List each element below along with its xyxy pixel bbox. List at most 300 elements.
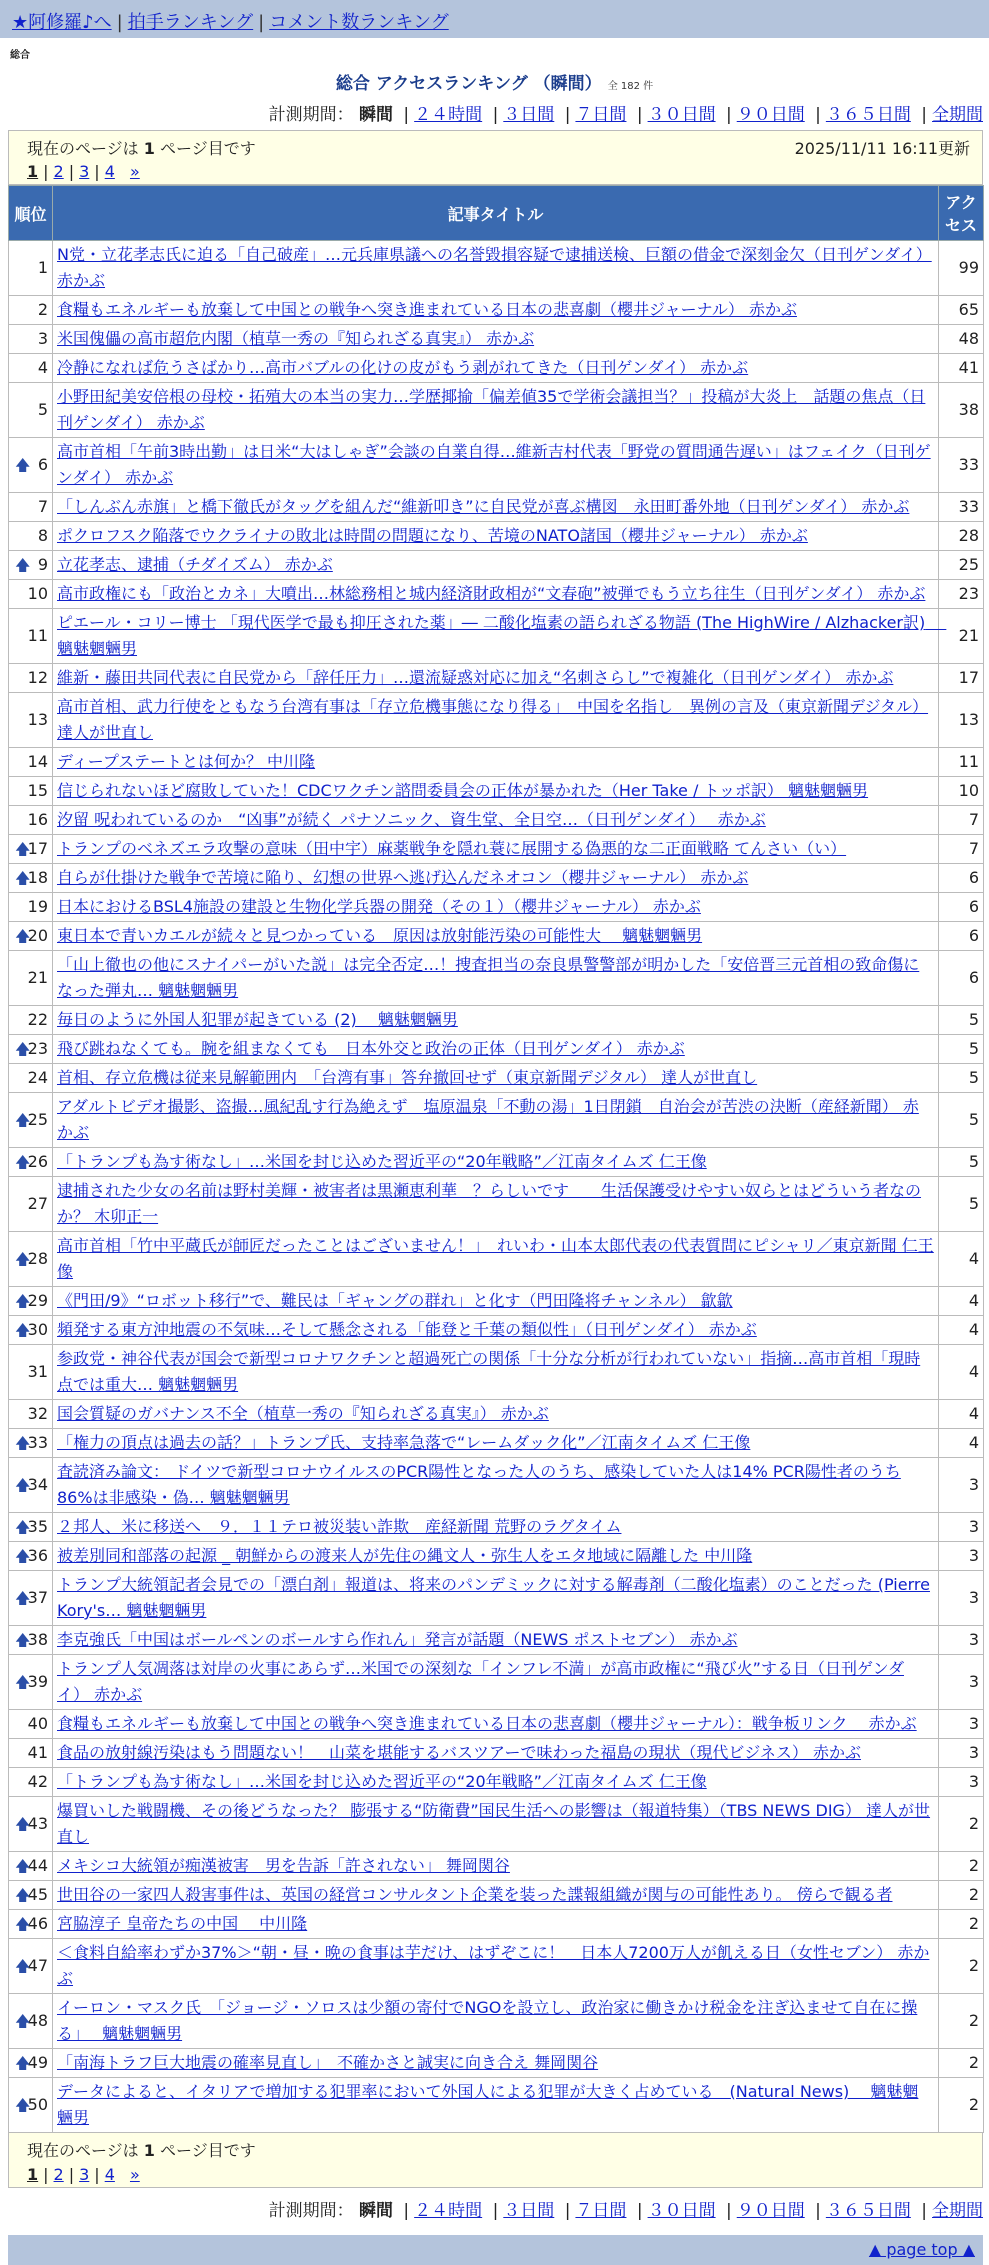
access-count-cell: 5 [939, 1093, 984, 1148]
article-title-link[interactable]: メキシコ大統領が痴漢被害 男を告訴「許されない」 舞岡関谷 [57, 1856, 510, 1875]
article-title-link[interactable]: 汐留 呪われているのか “凶事”が続く パナソニック、資生堂、全日空…（日刊ゲンダイ） 赤かぶ [57, 810, 766, 829]
title-cell [53, 1316, 939, 1345]
access-count-cell: 48 [939, 325, 984, 354]
period-24h-link[interactable]: ２４時間 [414, 105, 483, 125]
rank-cell [9, 241, 53, 296]
table-row [9, 2049, 984, 2078]
article-title-link[interactable]: トランプ大統領記者会見での「漂白剤」報道は、将来のパンデミックに対する解毒剤（二酸化塩素）のことだった (Pierre Kory's… 魑魅魍魎男 [57, 1575, 930, 1620]
access-count-cell: 2 [939, 2049, 984, 2078]
page-status-prefix: 現在のページは [27, 139, 139, 158]
access-count-cell: 17 [939, 664, 984, 693]
table-row [9, 325, 984, 354]
period-current: 瞬間 [359, 2201, 394, 2221]
separator: | [636, 105, 643, 125]
access-count-cell: 7 [939, 806, 984, 835]
access-count-cell: 13 [939, 693, 984, 748]
table-row [9, 296, 984, 325]
rank-cell [9, 922, 53, 951]
rank-number: 12 [27, 668, 48, 687]
access-count-cell: 6 [939, 864, 984, 893]
rank-number: 44 [27, 1856, 48, 1875]
page-status-number: 1 [143, 2141, 155, 2160]
rank-cell [9, 1739, 53, 1768]
access-count-cell: 6 [939, 951, 984, 1006]
separator: | [492, 105, 499, 125]
table-row [9, 664, 984, 693]
rank-cell [9, 1939, 53, 1994]
article-title-link[interactable]: 逮捕された少女の名前は野村美輝・被害者は黒瀬恵利華 ？らしいです 生活保護受けやすい奴らとはどういう者なのか？ 木卯正一 [57, 1181, 922, 1226]
article-title-link[interactable]: アダルトビデオ撮影、盗撮…風紀乱す行為絶えず 塩原温泉「不動の湯」1日閉鎖 自治会が苦渋の決断（産経新聞） 赤かぶ [57, 1097, 919, 1142]
period-all-link[interactable]: 全期間 [932, 2201, 983, 2221]
access-count-cell: 3 [939, 1710, 984, 1739]
rank-number: 20 [27, 926, 48, 945]
page-link-4[interactable]: 4 [104, 2165, 115, 2184]
title-cell [53, 1400, 939, 1429]
rank-number: 16 [27, 810, 48, 829]
rank-cell [9, 1316, 53, 1345]
table-row [9, 493, 984, 522]
table-row [9, 1571, 984, 1626]
rank-up-arrow-icon: 🡅 [15, 1111, 31, 1129]
rank-number: 7 [37, 497, 48, 516]
table-row [9, 383, 984, 438]
access-count-cell: 3 [939, 1655, 984, 1710]
rank-cell [9, 1177, 53, 1232]
rank-up-arrow-icon: 🡅 [15, 456, 31, 474]
rank-up-arrow-icon: 🡅 [15, 927, 31, 945]
title-cell [53, 664, 939, 693]
article-title-link[interactable]: ポクロフスク陥落でウクライナの敗北は時間の問題になり、苦境のNATO諸国（櫻井ジャーナル） 赤かぶ [57, 526, 808, 545]
rank-cell [9, 1458, 53, 1513]
rank-up-arrow-icon: 🡅 [15, 1815, 31, 1833]
article-title-link[interactable]: 食糧もエネルギーも放棄して中国との戦争へ突き進まれている日本の悲喜劇（櫻井ジャーナル） 赤かぶ [57, 300, 797, 319]
rank-number: 24 [27, 1068, 48, 1087]
article-title-link[interactable]: 食品の放射線汚染はもう問題ない！ 山菜を堪能するバスツアーで味わった福島の現状（現代ビジネス） 赤かぶ [57, 1743, 861, 1762]
rank-number: 33 [27, 1433, 48, 1452]
table-row [9, 1287, 984, 1316]
rank-number: 46 [27, 1914, 48, 1933]
title-cell [53, 1710, 939, 1739]
article-title-link[interactable]: 首相、存立危機は従来見解範囲内 「台湾有事」答弁撤回せず（東京新聞デジタル） 達人が世直し [57, 1068, 758, 1087]
article-title-link[interactable]: 食糧もエネルギーも放棄して中国との戦争へ突き進まれている日本の悲喜劇（櫻井ジャーナル）：戦争板リンク 赤かぶ [57, 1714, 917, 1733]
article-title-link[interactable]: 米国傀儡の高市超危内閣（植草一秀の『知られざる真実』） 赤かぶ [57, 329, 535, 348]
article-title-link[interactable]: 毎日のように外国人犯罪が起きている (2) 魑魅魍魎男 [57, 1010, 458, 1029]
article-title-link[interactable]: 飛び跳ねなくても。腕を組まなくても 日本外交と政治の正体（日刊ゲンダイ） 赤かぶ [57, 1039, 685, 1058]
period-3d-link[interactable]: ３日間 [503, 105, 555, 125]
rank-cell [9, 354, 53, 383]
access-count-cell: 38 [939, 383, 984, 438]
title-cell [53, 354, 939, 383]
rank-number: 36 [27, 1546, 48, 1565]
separator: | [564, 105, 571, 125]
rank-up-arrow-icon: 🡅 [15, 1476, 31, 1494]
title-cell [53, 1994, 939, 2049]
table-row [9, 1232, 984, 1287]
article-title-link[interactable]: 高市政権にも「政治とカネ」大噴出…林総務相と城内経済財政相が“文春砲”被弾でもう立ち往生（日刊ゲンダイ） 赤かぶ [57, 584, 926, 603]
rank-up-arrow-icon: 🡅 [15, 1434, 31, 1452]
article-title-link[interactable]: 自らが仕掛けた戦争で苦境に陥り、幻想の世界へ逃げ込んだネオコン（櫻井ジャーナル） 赤かぶ [57, 868, 749, 887]
page-status-prefix: 現在のページは [27, 2141, 139, 2160]
article-title-link[interactable]: 査読済み論文： ドイツで新型コロナウイルスのPCR陽性となった人のうち、感染していた人は14% PCR陽性者のうち86%は非感染・偽… 魑魅魍魎男 [57, 1462, 901, 1507]
rank-cell [9, 1093, 53, 1148]
rank-number: 37 [27, 1588, 48, 1607]
rank-cell [9, 325, 53, 354]
applause-ranking-link[interactable]: 拍手ランキング [127, 12, 254, 33]
access-count-cell: 5 [939, 1006, 984, 1035]
article-title-link[interactable]: 被差別同和部落の起源 _ 朝鮮からの渡来人が先住の縄文人・弥生人をエタ地域に隔離した 中川隆 [57, 1546, 753, 1565]
rank-number: 8 [37, 526, 48, 545]
article-count: 全 182 件 [607, 81, 654, 92]
pager-bottom [8, 2133, 983, 2188]
title-cell [53, 551, 939, 580]
rank-number: 35 [27, 1517, 48, 1536]
title-cell [53, 1287, 939, 1316]
access-count-cell: 21 [939, 609, 984, 664]
table-row [9, 864, 984, 893]
access-count-cell: 3 [939, 1513, 984, 1542]
rank-number: 11 [27, 626, 48, 645]
article-title-link[interactable]: 冷静になれば危うさばかり…高市バブルの化けの皮がもう剥がれてきた（日刊ゲンダイ） 赤かぶ [57, 358, 749, 377]
table-row [9, 1797, 984, 1852]
rank-cell [9, 551, 53, 580]
page-link-3[interactable]: 3 [79, 2165, 90, 2184]
rank-cell [9, 1626, 53, 1655]
table-row [9, 835, 984, 864]
rank-cell [9, 1513, 53, 1542]
title-cell [53, 1852, 939, 1881]
rank-number: 47 [27, 1956, 48, 1975]
period-90d-link[interactable]: ９０日間 [736, 2201, 805, 2221]
rank-number: 18 [27, 868, 48, 887]
article-title-link[interactable]: 頻発する東方沖地震の不気味…そして懸念される「能登と千葉の類似性」（日刊ゲンダイ） 赤かぶ [57, 1320, 757, 1339]
period-24h-link[interactable]: ２４時間 [414, 2201, 483, 2221]
access-count-cell: 33 [939, 438, 984, 493]
rank-cell [9, 1287, 53, 1316]
article-title-link[interactable]: 「トランプも為す術なし」…米国を封じ込めた習近平の“20年戦略”／江南タイムズ 仁王像 [57, 1152, 707, 1171]
rank-cell [9, 1710, 53, 1739]
table-row [9, 1429, 984, 1458]
rank-cell [9, 951, 53, 1006]
page-top-link[interactable]: ▲ page top ▲ [868, 2240, 975, 2259]
article-title-link[interactable]: 日本におけるBSL4施設の建設と生物化学兵器の開発（その１）（櫻井ジャーナル） 赤かぶ [57, 897, 701, 916]
access-count-cell: 65 [939, 296, 984, 325]
title-cell [53, 1429, 939, 1458]
access-count-cell: 5 [939, 1064, 984, 1093]
period-365d-link[interactable]: ３６５日間 [825, 2201, 911, 2221]
access-count-cell: 3 [939, 1458, 984, 1513]
access-count-cell: 4 [939, 1400, 984, 1429]
access-count-cell: 2 [939, 1852, 984, 1881]
title-cell [53, 1542, 939, 1571]
article-title-link[interactable]: ピエール・コリー博士 「現代医学で最も抑圧された薬」― 二酸化塩素の語られざる物語 (The HighWire / Alzhacker訳) 魑魅魍魎男 [57, 613, 947, 658]
article-title-link[interactable]: 高市首相「午前3時出勤」は日米“大はしゃぎ”会談の自業自得…維新吉村代表「野党の質問通告遅い」はフェイク（日刊ゲンダイ） 赤かぶ [57, 442, 931, 487]
rank-up-arrow-icon: 🡅 [15, 2012, 31, 2030]
article-title-link[interactable]: 「しんぶん赤旗」と橋下徹氏がタッグを組んだ“維新叩き”に自民党が喜ぶ構図 永田町番外地（日刊ゲンダイ） 赤かぶ [57, 497, 910, 516]
article-title-link[interactable]: 宮脇淳子 皇帝たちの中国 中川隆 [57, 1914, 308, 1933]
rank-up-arrow-icon: 🡅 [15, 556, 31, 574]
article-title-link[interactable]: 東日本で青いカエルが続々と見つかっている 原因は放射能汚染の可能性大 魑魅魍魎男 [57, 926, 703, 945]
rank-up-arrow-icon: 🡅 [15, 1518, 31, 1536]
access-count-cell: 41 [939, 354, 984, 383]
rank-up-arrow-icon: 🡅 [15, 1250, 31, 1268]
rank-cell [9, 1400, 53, 1429]
genre-label: 総合 [10, 50, 30, 61]
table-row [9, 522, 984, 551]
period-365d-link[interactable]: ３６５日間 [825, 105, 911, 125]
table-row [9, 777, 984, 806]
table-row [9, 241, 984, 296]
title-cell [53, 1177, 939, 1232]
table-row [9, 609, 984, 664]
title-cell [53, 1768, 939, 1797]
rank-cell [9, 1064, 53, 1093]
article-title-link[interactable]: 参政党・神谷代表が国会で新型コロナワクチンと超過死亡の関係「十分な分析が行われていない」指摘…高市首相「現時点では重大… 魑魅魍魎男 [57, 1349, 921, 1394]
separator: | [116, 12, 123, 33]
article-title-link[interactable]: データによると、イタリアで増加する犯罪率において外国人による犯罪が大きく占めている (Natural News) 魑魅魍魎男 [57, 2082, 919, 2127]
access-count-cell: 2 [939, 1939, 984, 1994]
period-label: 計測期間： [268, 105, 354, 125]
separator: | [725, 105, 732, 125]
asyura-home-link[interactable]: ★阿修羅♪へ [12, 12, 112, 33]
rank-number: 22 [27, 1010, 48, 1029]
article-title-link[interactable]: 信じられないほど腐敗していた！CDCワクチン諮問委員会の正体が暴かれた（Her Take / トッポ訳） 魑魅魍魎男 [57, 781, 869, 800]
article-title-link[interactable]: ＜食料自給率わずか37%＞“朝・昼・晩の食事は芋だけ、はずぞこに！ 日本人7200万人が飢える日（女性セブン） 赤かぶ [57, 1943, 930, 1988]
period-7d-link[interactable]: ７日間 [575, 105, 627, 125]
period-90d-link[interactable]: ９０日間 [736, 105, 805, 125]
access-count-cell: 2 [939, 1797, 984, 1852]
access-count-cell: 23 [939, 580, 984, 609]
rank-number: 3 [37, 329, 48, 348]
page-link-4[interactable]: 4 [104, 162, 115, 181]
title-cell [53, 1006, 939, 1035]
rank-cell [9, 493, 53, 522]
access-count-cell: 33 [939, 493, 984, 522]
table-row [9, 1148, 984, 1177]
rank-up-arrow-icon: 🡅 [15, 1321, 31, 1339]
rank-cell [9, 1881, 53, 1910]
rank-cell [9, 1345, 53, 1400]
page-status-suffix: ページ目です [160, 139, 256, 158]
article-title-link[interactable]: 爆買いした戦闘機、その後どうなった？ 膨張する“防衛費”国民生活への影響は（報道特集）（TBS NEWS DIG） 達人が世直し [57, 1801, 931, 1846]
rank-up-arrow-icon: 🡅 [15, 1631, 31, 1649]
article-title-link[interactable]: 国会質疑のガバナンス不全（植草一秀の『知られざる真実』） 赤かぶ [57, 1404, 549, 1423]
page-link-3[interactable]: 3 [79, 162, 90, 181]
rank-cell [9, 2049, 53, 2078]
access-count-cell: 28 [939, 522, 984, 551]
rank-number: 1 [37, 258, 48, 277]
page-status-suffix: ページ目です [160, 2141, 256, 2160]
rank-number: 45 [27, 1885, 48, 1904]
top-navigation-bar [0, 0, 989, 38]
rank-cell [9, 1994, 53, 2049]
title-cell [53, 1655, 939, 1710]
rank-cell [9, 664, 53, 693]
separator: | [921, 105, 927, 125]
rank-number: 31 [27, 1362, 48, 1381]
rank-cell [9, 522, 53, 551]
access-count-cell: 5 [939, 1177, 984, 1232]
title-cell [53, 1571, 939, 1626]
ranking-table [8, 185, 984, 2133]
table-row [9, 1655, 984, 1710]
period-30d-link[interactable]: ３０日間 [647, 2201, 716, 2221]
rank-cell [9, 1035, 53, 1064]
table-row [9, 893, 984, 922]
rank-cell [9, 748, 53, 777]
article-title-link[interactable]: 維新・藤田共同代表に自民党から「辞任圧力」…還流疑惑対応に加え“名刺さらし”で複雑化（日刊ゲンダイ） 赤かぶ [57, 668, 894, 687]
article-title-link[interactable]: 《門田/9》“ロボット移行”で、難民は「ギャングの群れ」と化す（門田隆将チャンネル） 歙歙 [57, 1291, 733, 1310]
rank-cell [9, 1542, 53, 1571]
header-title: 記事タイトル [53, 186, 939, 241]
access-count-cell: 2 [939, 1994, 984, 2049]
rank-cell [9, 580, 53, 609]
rank-number: 19 [27, 897, 48, 916]
access-count-cell: 3 [939, 1626, 984, 1655]
rank-cell [9, 1910, 53, 1939]
page-next-link[interactable]: » [129, 2165, 140, 2184]
title-cell [53, 893, 939, 922]
article-title-link[interactable]: 「トランプも為す術なし」…米国を封じ込めた習近平の“20年戦略”／江南タイムズ 仁王像 [57, 1772, 707, 1791]
table-row [9, 693, 984, 748]
article-title-link[interactable]: イーロン・マスク氏 「ジョージ・ソロスは少額の寄付でNGOを設立し、政治家に働きかけ税金を注ぎ込ませて自在に操る」 魑魅魍魎男 [57, 1998, 918, 2043]
article-title-link[interactable]: N党・立花孝志氏に迫る「自己破産」…元兵庫県議への名誉毀損容疑で逮捕送検、巨額の借金で深刻金欠（日刊ゲンダイ） 赤かぶ [57, 245, 932, 290]
rank-number: 13 [27, 710, 48, 729]
title-cell [53, 241, 939, 296]
rank-number: 30 [27, 1320, 48, 1339]
access-count-cell: 6 [939, 922, 984, 951]
table-row [9, 1910, 984, 1939]
article-title-link[interactable]: 高市首相、武力行使をともなう台湾有事は「存立危機事態になり得る」 中国を名指し 異例の言及（東京新聞デジタル） 達人が世直し [57, 697, 929, 742]
rank-cell [9, 1768, 53, 1797]
table-row [9, 1345, 984, 1400]
rank-cell [9, 806, 53, 835]
table-row [9, 580, 984, 609]
rank-up-arrow-icon: 🡅 [15, 1915, 31, 1933]
table-row [9, 1093, 984, 1148]
access-count-cell: 10 [939, 777, 984, 806]
access-count-cell: 4 [939, 1345, 984, 1400]
title-cell [53, 522, 939, 551]
title-cell [53, 806, 939, 835]
page-link-2[interactable]: 2 [53, 2165, 64, 2184]
article-title-link[interactable]: ２邦人、米に移送へ ９．１１テロ被災装い詐欺 産経新聞 荒野のラグタイム [57, 1517, 622, 1536]
period-30d-link[interactable]: ３０日間 [647, 105, 716, 125]
rank-cell [9, 1006, 53, 1035]
table-row [9, 1458, 984, 1513]
page-link-2[interactable]: 2 [53, 162, 64, 181]
article-title-link[interactable]: 立花孝志、逮捕（チダイズム） 赤かぶ [57, 555, 333, 574]
page-status-number: 1 [143, 139, 155, 158]
period-7d-link[interactable]: ７日間 [575, 2201, 627, 2221]
table-row [9, 1852, 984, 1881]
pager-top [8, 130, 983, 185]
rank-up-arrow-icon: 🡅 [15, 1957, 31, 1975]
table-row [9, 1513, 984, 1542]
title-cell [53, 922, 939, 951]
rank-cell [9, 1429, 53, 1458]
title-cell [53, 325, 939, 354]
table-row [9, 1316, 984, 1345]
access-count-cell: 4 [939, 1232, 984, 1287]
rank-cell [9, 438, 53, 493]
table-row [9, 922, 984, 951]
rank-number: 28 [27, 1249, 48, 1268]
rank-number: 27 [27, 1194, 48, 1213]
comment-ranking-link[interactable]: コメント数ランキング [269, 12, 449, 33]
title-cell [53, 296, 939, 325]
rank-number: 9 [37, 555, 48, 574]
article-title-link[interactable]: ディープステートとは何か？ 中川隆 [57, 752, 316, 771]
article-title-link[interactable]: 世田谷の一家四人殺害事件は、英国の経営コンサルタント企業を装った諜報組織が関与の可能性あり。 傍らで観る者 [57, 1885, 893, 1904]
rank-number: 49 [27, 2053, 48, 2072]
table-row [9, 1710, 984, 1739]
title-cell [53, 1345, 939, 1400]
table-row [9, 951, 984, 1006]
title-cell [53, 1232, 939, 1287]
access-count-cell: 3 [939, 1739, 984, 1768]
period-all-link[interactable]: 全期間 [932, 105, 983, 125]
page-next-link[interactable]: » [129, 162, 140, 181]
page-links: 1 | 2 | 3 | 4 » [27, 162, 140, 181]
separator: | [815, 105, 821, 125]
table-row [9, 1177, 984, 1232]
access-count-cell: 4 [939, 1316, 984, 1345]
article-title-link[interactable]: トランプのベネズエラ攻撃の意味（田中宇）麻薬戦争を隠れ蓑に展開する偽悪的な二正面戦略 てんさい（い） [57, 839, 847, 858]
rank-number: 40 [27, 1714, 48, 1733]
rank-cell [9, 296, 53, 325]
rank-cell [9, 2078, 53, 2133]
page-title-line [0, 69, 989, 94]
table-row [9, 1626, 984, 1655]
table-row [9, 1542, 984, 1571]
article-title-link[interactable]: 小野田紀美安倍根の母校・拓殖大の本当の実力…学歴揶揄「偏差値35で学術会議担当？」投稿が大炎上 話題の焦点（日刊ゲンダイ） 赤かぶ [57, 387, 926, 432]
period-current: 瞬間 [359, 105, 394, 125]
article-title-link[interactable]: 高市首相「竹中平蔵氏が師匠だったことはございません！」 れいわ・山本太郎代表の代表質問にピシャリ／東京新聞 仁王像 [57, 1236, 934, 1281]
page-status [27, 136, 256, 159]
period-3d-link[interactable]: ３日間 [503, 2201, 555, 2221]
article-title-link[interactable]: 「山上徹也の他にスナイパーがいた説」は完全否定…！捜査担当の奈良県警警部が明かした「安倍晋三元首相の致命傷になった弾丸… 魑魅魍魎男 [57, 955, 920, 1000]
title-cell [53, 1064, 939, 1093]
rank-up-arrow-icon: 🡅 [15, 1886, 31, 1904]
rank-number: 17 [27, 839, 48, 858]
rank-cell [9, 693, 53, 748]
title-cell [53, 1739, 939, 1768]
article-title-link[interactable]: トランプ人気凋落は対岸の火事にあらず…米国での深刻な「インフレ不満」が高市政権に“飛び火”する日（日刊ゲンダイ） 赤かぶ [57, 1659, 904, 1704]
separator: | [403, 105, 410, 125]
table-row [9, 1035, 984, 1064]
header-access: アクセス [939, 186, 984, 241]
access-count-cell: 2 [939, 2078, 984, 2133]
rank-number: 5 [37, 400, 48, 419]
rank-number: 23 [27, 1039, 48, 1058]
title-cell [53, 1513, 939, 1542]
rank-up-arrow-icon: 🡅 [15, 1547, 31, 1565]
article-title-link[interactable]: 「南海トラフ巨大地震の確率見直し」 不確かさと誠実に向き合え 舞岡関谷 [57, 2053, 599, 2072]
rank-cell [9, 1797, 53, 1852]
table-row [9, 2078, 984, 2133]
page-current: 1 [27, 2165, 39, 2184]
rank-number: 25 [27, 1110, 48, 1129]
title-cell [53, 2049, 939, 2078]
table-row [9, 806, 984, 835]
article-title-link[interactable]: 李克強氏「中国はボールペンのボールすら作れん」発言が話題（NEWS ポストセブン） 赤かぶ [57, 1630, 738, 1649]
title-cell [53, 1939, 939, 1994]
table-row [9, 748, 984, 777]
article-title-link[interactable]: 「権力の頂点は過去の話？」トランプ氏、支持率急落で“レームダック化”／江南タイムズ 仁王像 [57, 1433, 751, 1452]
rank-cell [9, 609, 53, 664]
rank-cell [9, 1148, 53, 1177]
rank-cell [9, 1655, 53, 1710]
